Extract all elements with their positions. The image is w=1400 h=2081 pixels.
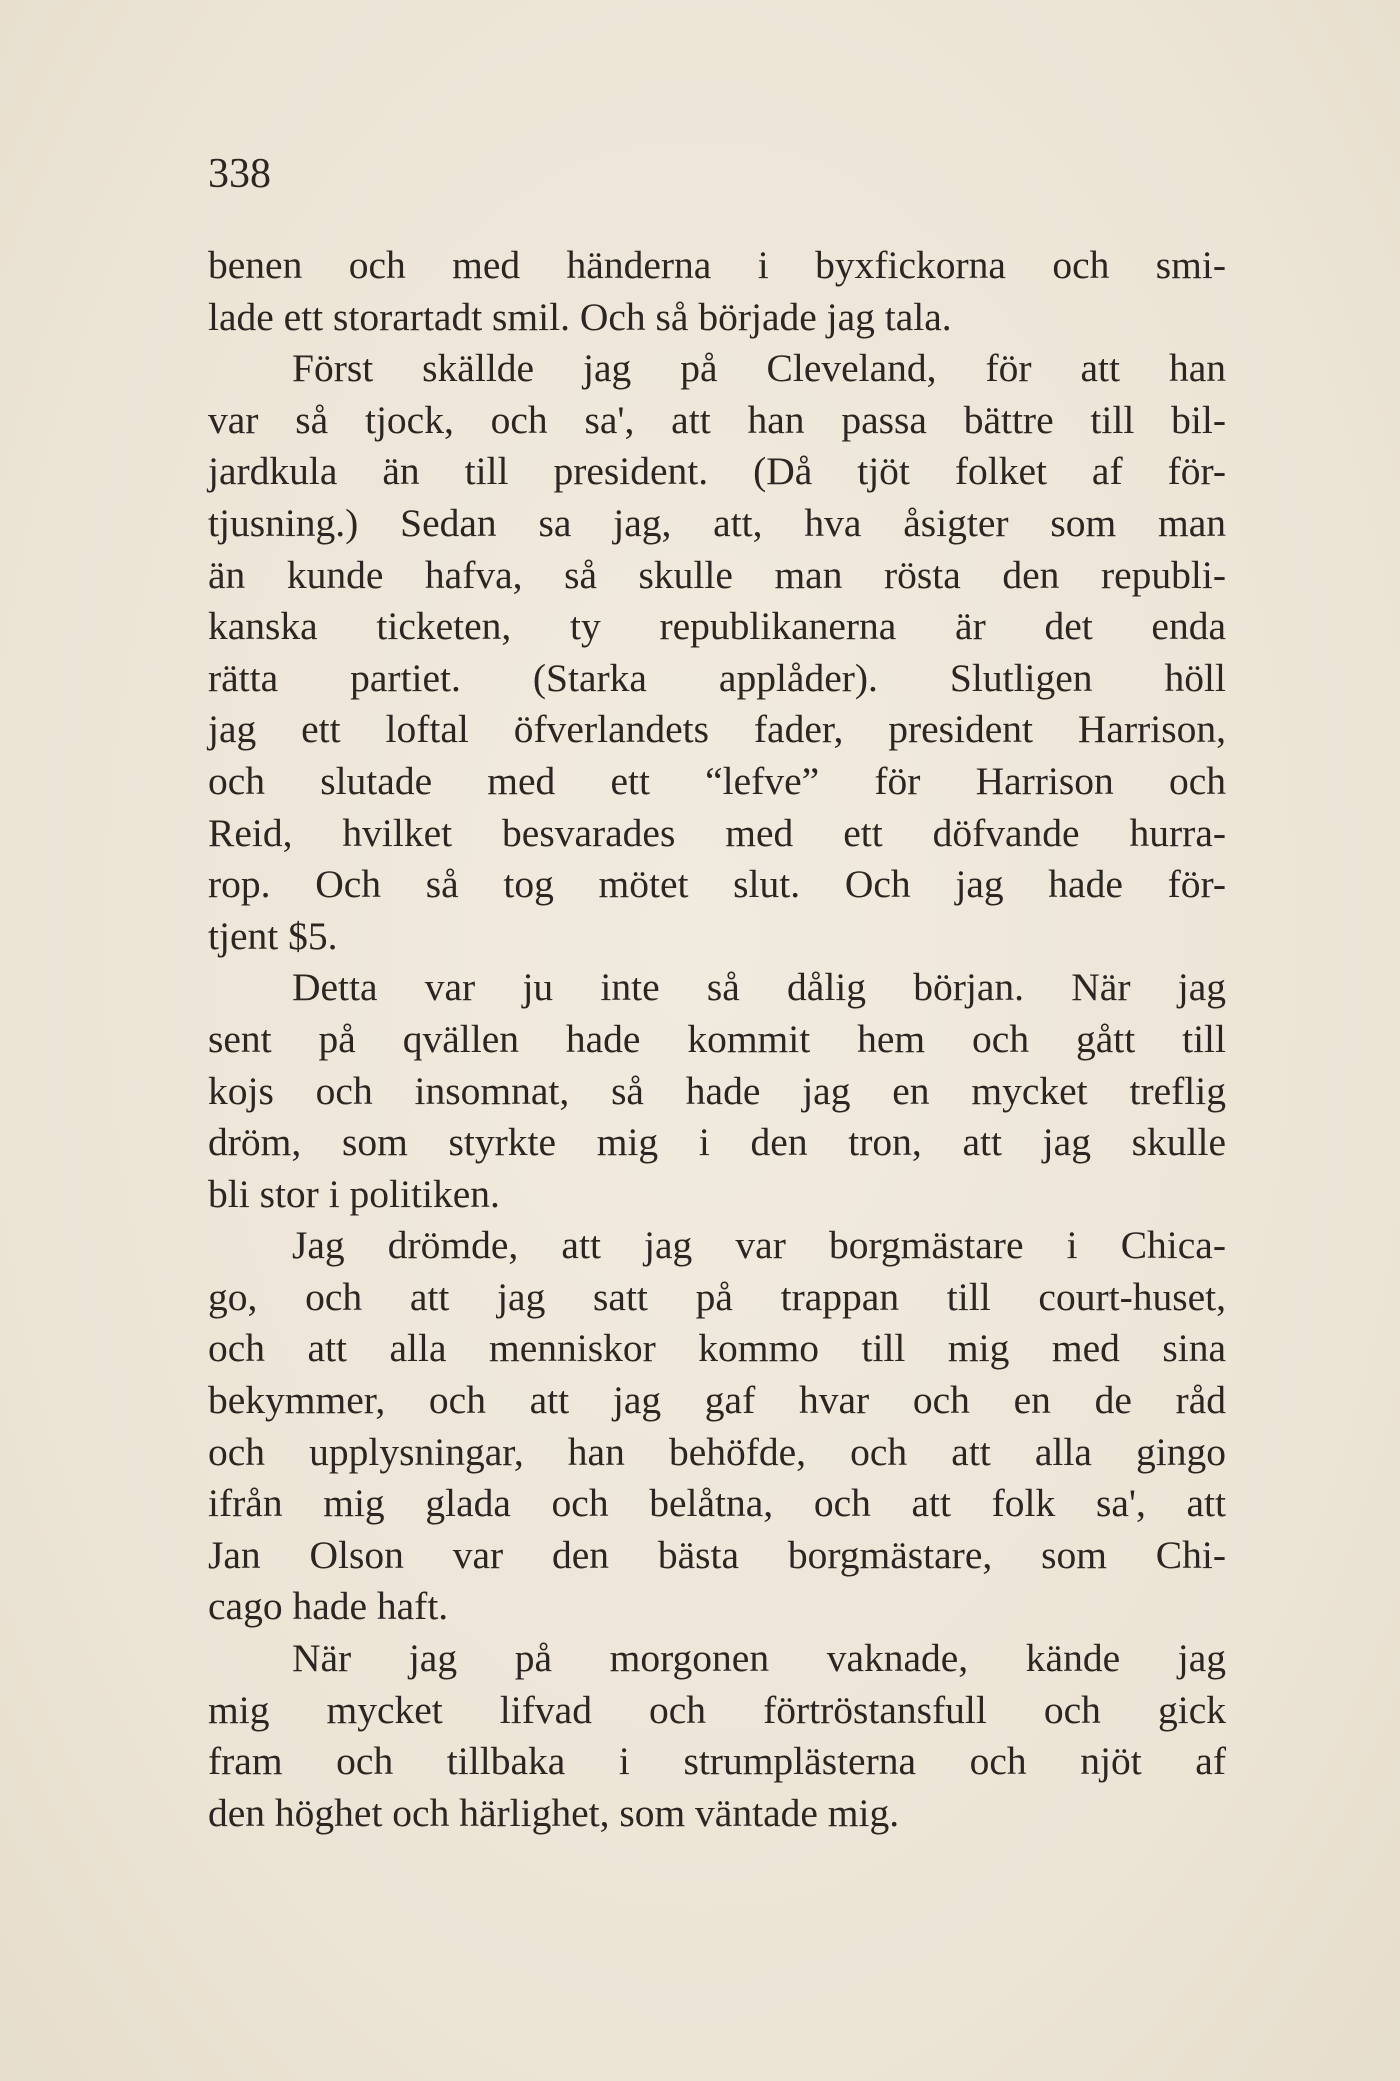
text-line: tjent $5. (208, 913, 338, 958)
paragraph (208, 962, 1226, 1220)
text-line: och slutade med ett “lefve” för Harrison och (208, 758, 1226, 803)
text-line: Jag drömde, att jag var borgmästare i Chica- (292, 1223, 1226, 1268)
body-text (208, 240, 1226, 1839)
text-line: jag ett loftal öfverlandets fader, president Harrison, (208, 707, 1226, 752)
text-line: den höghet och härlighet, som väntade mig. (208, 1790, 900, 1835)
text-line: go, och att jag satt på trappan till court-huset, (208, 1274, 1226, 1319)
text-line: fram och tillbaka i strumplästerna och njöt af (208, 1739, 1226, 1784)
text-line: När jag på morgonen vaknade, kände jag (292, 1636, 1226, 1681)
text-line: bekymmer, och att jag gaf hvar och en de råd (208, 1378, 1226, 1423)
text-line: och upplysningar, han behöfde, och att alla gingo (208, 1429, 1226, 1474)
text-line: sent på qvällen hade kommit hem och gått till (208, 1016, 1226, 1061)
text-line: bli stor i politiken. (208, 1171, 500, 1216)
text-line: jardkula än till president. (Då tjöt folket af för- (208, 449, 1226, 494)
text-line: var så tjock, och sa', att han passa bättre till bil- (208, 397, 1226, 442)
text-line: Jan Olson var den bästa borgmästare, som Chi- (208, 1532, 1226, 1577)
paragraph (208, 1633, 1226, 1839)
paragraph (208, 240, 1226, 343)
text-line: kanska ticketen, ty republikanerna är det enda (208, 604, 1226, 649)
text-line: Reid, hvilket besvarades med ett döfvande hurra- (208, 810, 1226, 855)
text-line: och att alla menniskor kommo till mig med sina (208, 1326, 1226, 1371)
text-line: rop. Och så tog mötet slut. Och jag hade för- (208, 862, 1226, 907)
paragraph (208, 343, 1226, 962)
text-line: cago hade haft. (208, 1584, 449, 1629)
paragraph (208, 1220, 1226, 1633)
text-line: än kunde hafva, så skulle man rösta den republi- (208, 552, 1226, 597)
page-number: 338 (208, 151, 271, 197)
text-line: tjusning.) Sedan sa jag, att, hva åsigter som man (208, 500, 1226, 545)
text-line: Detta var ju inte så dålig början. När jag (292, 965, 1226, 1010)
text-line: benen och med händerna i byxfickorna och smi- (208, 243, 1226, 287)
text-line: mig mycket lifvad och förtröstansfull och gick (208, 1687, 1226, 1732)
text-line: kojs och insomnat, så hade jag en mycket treflig (208, 1068, 1226, 1113)
text-line: ifrån mig glada och belåtna, och att folk sa', att (208, 1481, 1226, 1526)
text-line: lade ett storartadt smil. Och så började jag tala. (208, 294, 952, 339)
text-line: rätta partiet. (Starka applåder). Slutligen höll (208, 655, 1226, 700)
text-line: Först skällde jag på Cleveland, för att han (292, 346, 1226, 391)
text-line: dröm, som styrkte mig i den tron, att jag skulle (208, 1120, 1226, 1165)
